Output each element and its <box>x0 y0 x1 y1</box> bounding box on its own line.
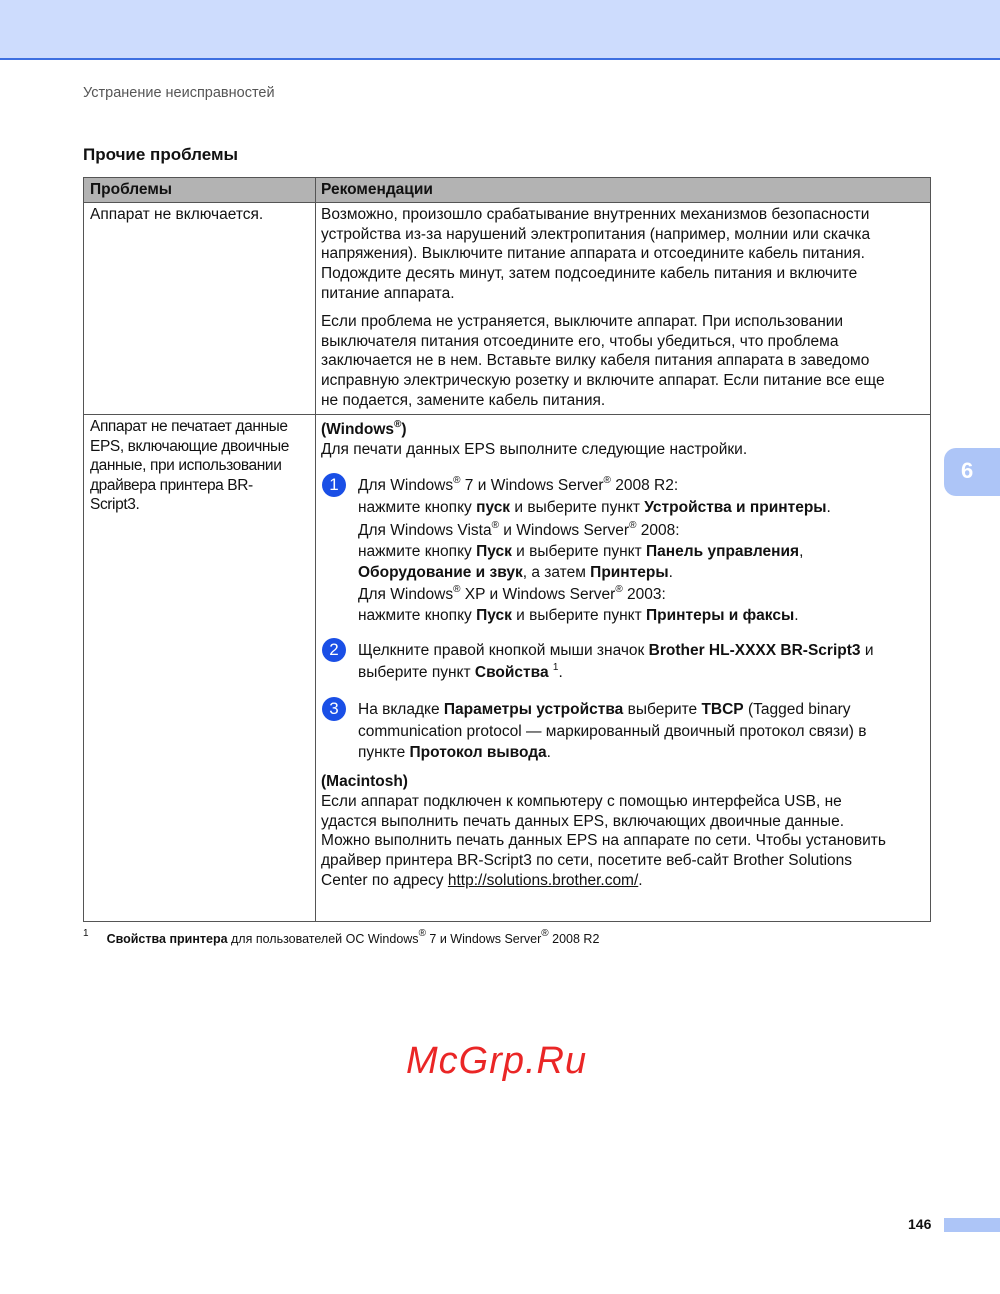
row2-problem <box>90 417 289 515</box>
top-band <box>0 0 1000 60</box>
page-number-bar <box>944 1218 1000 1232</box>
text-run: пункте <box>358 744 410 761</box>
problems-table <box>83 177 931 922</box>
text-run: и выберите пункт <box>511 542 647 560</box>
macintosh-text <box>321 792 886 871</box>
text-line: Script3. <box>90 496 140 514</box>
text-run: . <box>546 744 551 761</box>
text-run: . <box>826 499 831 516</box>
text-line: удастся выполнить печать данных EPS, включающих двоичные данные. <box>321 812 845 830</box>
step-3-badge: 3 <box>322 697 346 721</box>
brother-solutions-link[interactable]: http://solutions.brother.com/ <box>447 872 639 889</box>
text-run: и Windows Server <box>498 522 630 539</box>
macintosh-last-line <box>321 871 643 891</box>
step-line <box>358 742 867 764</box>
header-recommendations: Рекомендации <box>321 181 433 198</box>
footnote <box>83 928 600 946</box>
superscript: ® <box>629 520 637 531</box>
step-3-text <box>358 699 867 764</box>
text-run: Для печати данных EPS выполните следующие настройки. <box>321 441 748 458</box>
text-run: , а затем <box>522 563 591 581</box>
text-run: Параметры устройства <box>443 701 624 718</box>
text-run: (Windows <box>321 421 395 438</box>
text: Center по адресу <box>321 872 448 889</box>
text-run: Оборудование и звук <box>358 563 523 581</box>
text-run: Устройства и принтеры <box>644 499 827 516</box>
text-line: устройства из-за нарушений электропитания (например, молнии или скачка <box>321 225 871 243</box>
superscript: ® <box>453 475 461 486</box>
footnote-mark: 1 <box>83 928 89 939</box>
text-run: 2008: <box>636 522 680 539</box>
text-run: , <box>799 542 804 560</box>
text-run: ) <box>401 421 407 438</box>
text-run: Принтеры <box>590 563 669 581</box>
text-run: 2008 R2: <box>610 477 679 494</box>
row1-problem <box>90 205 263 225</box>
row1-recommendation-p1 <box>321 205 870 304</box>
text-run: Пуск <box>476 607 512 625</box>
text-run: Пуск <box>476 542 512 560</box>
text-run: Свойства принтера <box>106 932 228 946</box>
text-run: и <box>860 642 874 659</box>
text-line: EPS, включающие двоичные <box>90 437 289 455</box>
text-run: 2003: <box>622 586 666 604</box>
text-line: Можно выполнить печать данных EPS на аппарате по сети. Чтобы установить <box>321 832 886 850</box>
text-run: и выберите пункт <box>511 607 647 625</box>
text-run: пуск <box>476 499 511 516</box>
text-run: и выберите пункт <box>510 499 645 516</box>
text-line: напряжения). Выключите питание аппарата и отсоедините кабель питания. <box>321 245 865 263</box>
text-run: Для Windows <box>358 586 454 604</box>
text-line: драйвера принтера BR- <box>90 476 253 494</box>
text-run: выберите <box>623 701 702 718</box>
text-run: 7 и Windows Server <box>425 932 542 946</box>
text-run: выберите пункт <box>358 664 475 681</box>
text-line: Если проблема не устраняется, выключите аппарат. При использовании <box>321 313 844 330</box>
superscript: ® <box>491 520 499 531</box>
superscript: 1 <box>552 662 559 673</box>
text-run: нажмите кнопку <box>358 607 477 625</box>
step-line <box>358 497 831 519</box>
text-line: исправную электрическую розетку и включите аппарат. Если питание все еще <box>321 372 885 390</box>
text-line: Подождите десять минут, затем подсоедините кабель питания и включите <box>321 265 858 283</box>
text-run: Brother HL-XXXX BR-Script3 <box>648 642 861 659</box>
text-run: XP и Windows Server <box>460 586 616 604</box>
text-run: Принтеры и факсы <box>646 607 795 625</box>
windows-intro <box>321 440 747 460</box>
step-line <box>358 640 873 662</box>
superscript: ® <box>418 928 426 939</box>
text-run: нажмите кнопку <box>358 542 477 560</box>
superscript: ® <box>541 928 549 939</box>
column-divider <box>315 178 316 921</box>
text-run: communication protocol — маркированный двоичный протокол связи) в <box>358 722 867 740</box>
step-line <box>358 662 873 684</box>
step-line <box>358 563 831 584</box>
chapter-tab[interactable]: 6 <box>944 448 1000 496</box>
step-2-badge: 2 <box>322 638 346 662</box>
step-line <box>358 521 831 542</box>
watermark: McGrp.Ru <box>406 1040 588 1082</box>
text: . <box>638 872 643 889</box>
text-line: драйвер принтера BR-Script3 по сети, посетите веб-сайт Brother Solutions <box>321 852 853 870</box>
step-line <box>358 606 831 627</box>
text-run: . <box>668 563 673 581</box>
text-line: данные, при использовании <box>90 457 282 475</box>
step-line <box>358 475 831 497</box>
text-run: Свойства <box>474 664 549 681</box>
footnote-text <box>106 928 600 946</box>
text-run: . <box>794 607 799 625</box>
text-line: питание аппарата. <box>321 284 455 302</box>
text-run: 2008 R2 <box>548 932 600 946</box>
section-title: Прочие проблемы <box>83 145 239 164</box>
table-header-row <box>84 178 930 203</box>
text-run: Панель управления <box>646 542 800 560</box>
text-run: для пользователей ОС Windows <box>227 932 419 946</box>
text-line: заключается не в нем. Вставьте вилку кабеля питания аппарата в заведомо <box>321 352 870 370</box>
text-run: TBCP <box>701 701 744 718</box>
superscript: ® <box>394 419 402 430</box>
step-line <box>358 585 831 606</box>
text-run: Для Windows Vista <box>358 522 492 539</box>
step-line <box>358 699 867 721</box>
step-1-badge: 1 <box>322 473 346 497</box>
step-2-text <box>358 640 873 684</box>
macintosh-heading: (Macintosh) <box>321 773 408 790</box>
step-line <box>358 721 867 743</box>
running-header: Устранение неисправностей <box>83 85 275 101</box>
windows-heading <box>321 420 407 440</box>
text-line: Аппарат не включается. <box>90 206 264 223</box>
text-line: Аппарат не печатает данные <box>90 418 288 435</box>
text-line: не подается, замените кабель питания. <box>321 391 606 409</box>
text-run: Протокол вывода <box>409 744 547 761</box>
step-line <box>358 542 831 563</box>
text-line: Если аппарат подключен к компьютеру с помощью интерфейса USB, не <box>321 793 842 810</box>
text-run: На вкладке <box>358 701 444 718</box>
text-run: (Tagged binary <box>743 701 851 718</box>
row1-recommendation-p2 <box>321 312 885 411</box>
row-divider <box>84 414 930 415</box>
text-line: Возможно, произошло срабатывание внутренних механизмов безопасности <box>321 206 870 223</box>
header-problems: Проблемы <box>90 181 173 198</box>
text-run: нажмите кнопку <box>358 499 477 516</box>
text-run: . <box>558 664 563 681</box>
superscript: ® <box>615 584 623 596</box>
step-1-text <box>358 475 831 627</box>
text-run: 7 и Windows Server <box>460 477 604 494</box>
superscript: ® <box>453 584 461 596</box>
page-number: 146 <box>908 1216 932 1232</box>
superscript: ® <box>603 475 611 486</box>
text-run: Щелкните правой кнопкой мыши значок <box>358 642 649 659</box>
text-run: Для Windows <box>358 477 454 494</box>
text-line: выключателя питания отсоедините его, чтобы убедиться, что проблема <box>321 332 839 350</box>
